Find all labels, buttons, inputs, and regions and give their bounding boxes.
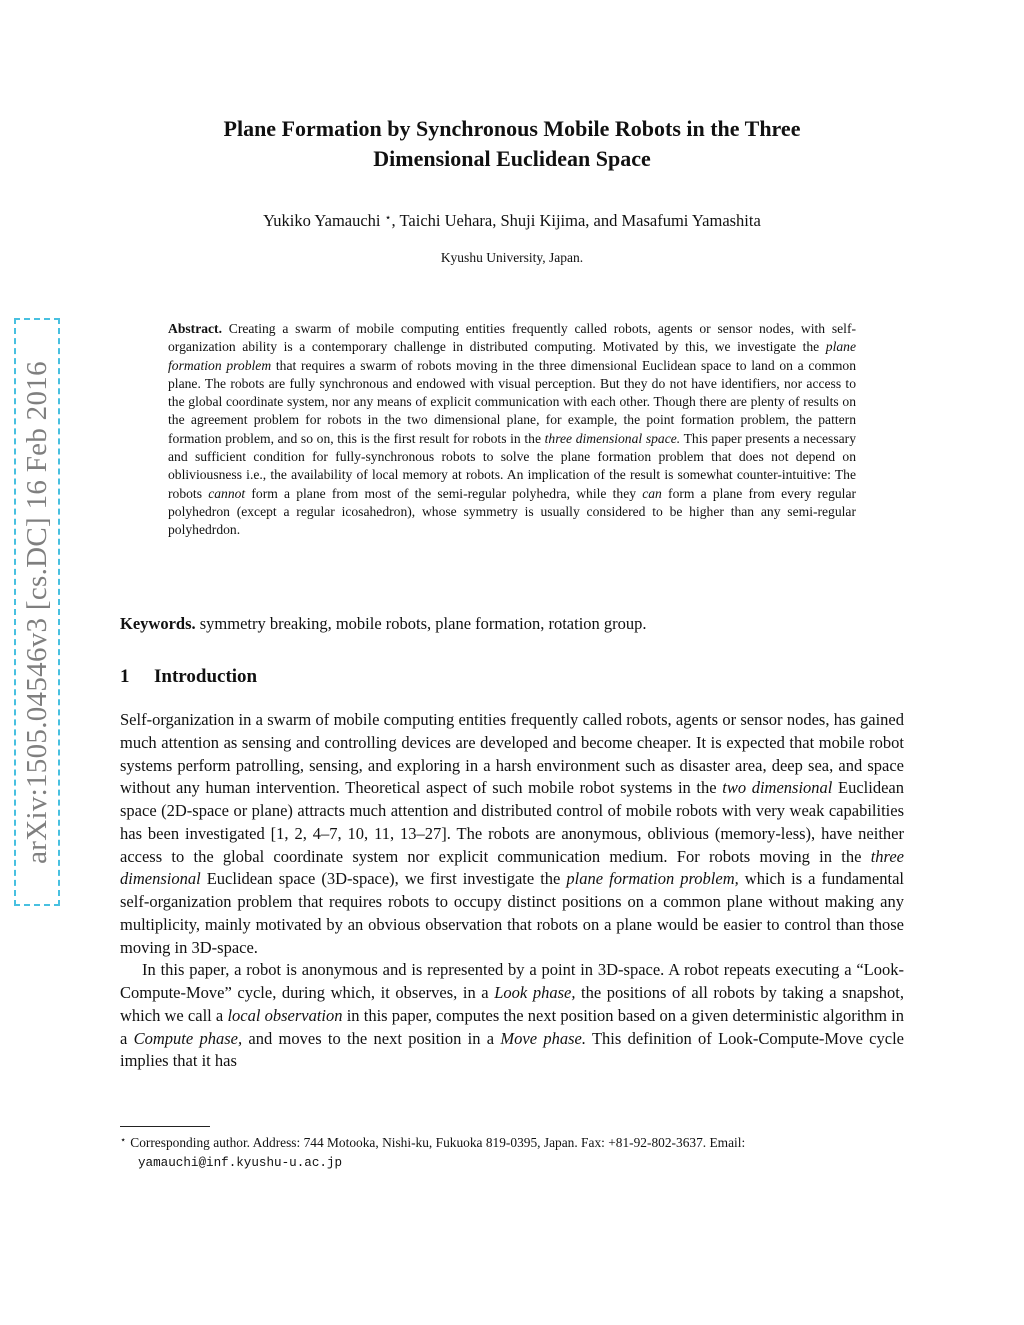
abstract-emphasis-4: can [642,485,662,501]
keywords-text: symmetry breaking, mobile robots, plane formation, rotation group. [195,614,647,633]
arxiv-identifier-stamp [14,318,60,906]
title-line-1: Plane Formation by Synchronous Mobile Robots in the Three [223,116,801,141]
abstract-text-3: This paper presents a necessary and sufficient condition for fully-synchronous robots to solve the plane formation problem that does not depend on obliviousness i.e., the availability of local memory at robots. An implication of the result is somewhat counter-intuitive: The robots [168,430,856,501]
affiliation: Kyushu University, Japan. [440,250,584,265]
intro-emphasis: two dimensional [722,778,833,798]
abstract-text-4: form a plane from most of the semi-regular polyhedra, while they [245,485,643,501]
keywords-label: Keywords. [120,614,196,633]
intro-emphasis: local observation [227,1005,343,1025]
intro-paragraph-2 [120,959,904,1073]
intro-emphasis: plane formation problem, [566,869,739,889]
intro-emphasis: Compute phase, [133,1028,243,1048]
intro-emphasis: three dimensional [120,846,904,889]
intro-text: in this paper, computes the next position based on a given deterministic algorithm in a [120,1005,905,1048]
intro-text: and moves to the next position in a [242,1028,501,1048]
intro-paragraph-1 [120,709,904,959]
abstract-emphasis-1: plane formation problem [168,339,856,373]
intro-emphasis: Look phase, [494,983,576,1002]
paper-title [120,114,904,174]
intro-text: This definition of Look-Compute-Move cycle implies that it has [120,1028,904,1071]
abstract-emphasis-3: cannot [208,485,246,501]
abstract [168,320,856,540]
section-title: Introduction [154,666,258,687]
intro-text: which is a fundamental self-organization problem that requires robots to occupy distinct positions on a common plane without making any multiplicity, mainly motivated by an obvious observation that robots on a plane would be easier to control than those moving in 3D-space. [120,869,904,957]
footnote-text: Corresponding author. Address: 744 Motooka, Nishi-ku, Fukuoka 819-0395, Japan. Fax: +81-92-802-3637. Email: [130,1135,746,1150]
co-authors: , Taichi Uehara, Shuji Kijima, and Masafumi Yamashita [391,211,761,230]
abstract-text-5: form a plane from every regular polyhedron (except a regular icosahedron), whose symmetry is usually considered to be higher than any semi-regular polyhedrdon. [168,485,857,538]
section-heading [120,666,257,688]
abstract-emphasis-2: three dimensional space. [544,430,681,446]
intro-text: Euclidean space (2D-space or plane) attracts much attention and distributed control of mobile robots with very weak capabilities has been investigated [1, 2, 4–7, 10, 11, 13–27]. The robots are anonymous, oblivious (memory-less), have neither access to the global coordinate system nor explicit communication medium. For robots moving in the [120,778,904,866]
intro-text: the positions of all robots by taking a snapshot, which we call a [120,983,905,1025]
title-line-2: Dimensional Euclidean Space [373,146,651,171]
intro-text: Self-organization in a swarm of mobile computing entities frequently called robots, agents or sensor nodes, has gained much attention as sensing and controlling devices are developed and become cheaper. It is expected that mobile robot systems perform patrolling, sensing, and exploring in a harsh environment such as disaster area, deep sea, and space without any human intervention. Theoretical aspect of such mobile robot systems in the [120,710,904,798]
intro-text: Euclidean space (3D-space), we first investigate the [200,869,567,889]
abstract-text-1: Creating a swarm of mobile computing entities frequently called robots, agents or sensor nodes, with self-organization ability is a contemporary challenge in distributed computing. Motivated by this, we investigate the [168,321,856,355]
keywords [120,614,904,634]
abstract-text-2: that requires a swarm of robots moving in the three dimensional Euclidean space to land on a common plane. The robots are fully synchronous and endowed with visual perception. But they do not have identifiers, nor access to the global coordinate system, nor any means of explicit communication with each other. Though there are plenty of results on the agreement problem for robots in the two dimensional plane, for example, the point formation problem, the pattern formation problem, and so on, this is the first result for robots in the [168,357,857,446]
footnote-divider [120,1126,210,1127]
corresponding-author: Yukiko Yamauchi [263,211,381,230]
footnote-mark: ⋆ [120,1135,127,1146]
arxiv-identifier: arXiv:1505.04546v3 [cs.DC] 16 Feb 2016 [20,360,53,864]
intro-emphasis: Move phase. [500,1028,586,1048]
footnote-star-mark: ⋆ [384,212,392,224]
section-number: 1 [120,666,130,687]
abstract-label: Abstract. [168,321,222,336]
introduction-body [120,709,904,1073]
footnote [120,1131,904,1173]
intro-text: In this paper, a robot is anonymous and is represented by a point in 3D-space. A robot repeats executing a “Look-Compute-Move” cycle, during which, it observes, in a [120,960,904,1002]
author-list [120,211,904,231]
author-email-link[interactable]: yamauchi@inf.kyushu-u.ac.jp [138,1156,343,1170]
